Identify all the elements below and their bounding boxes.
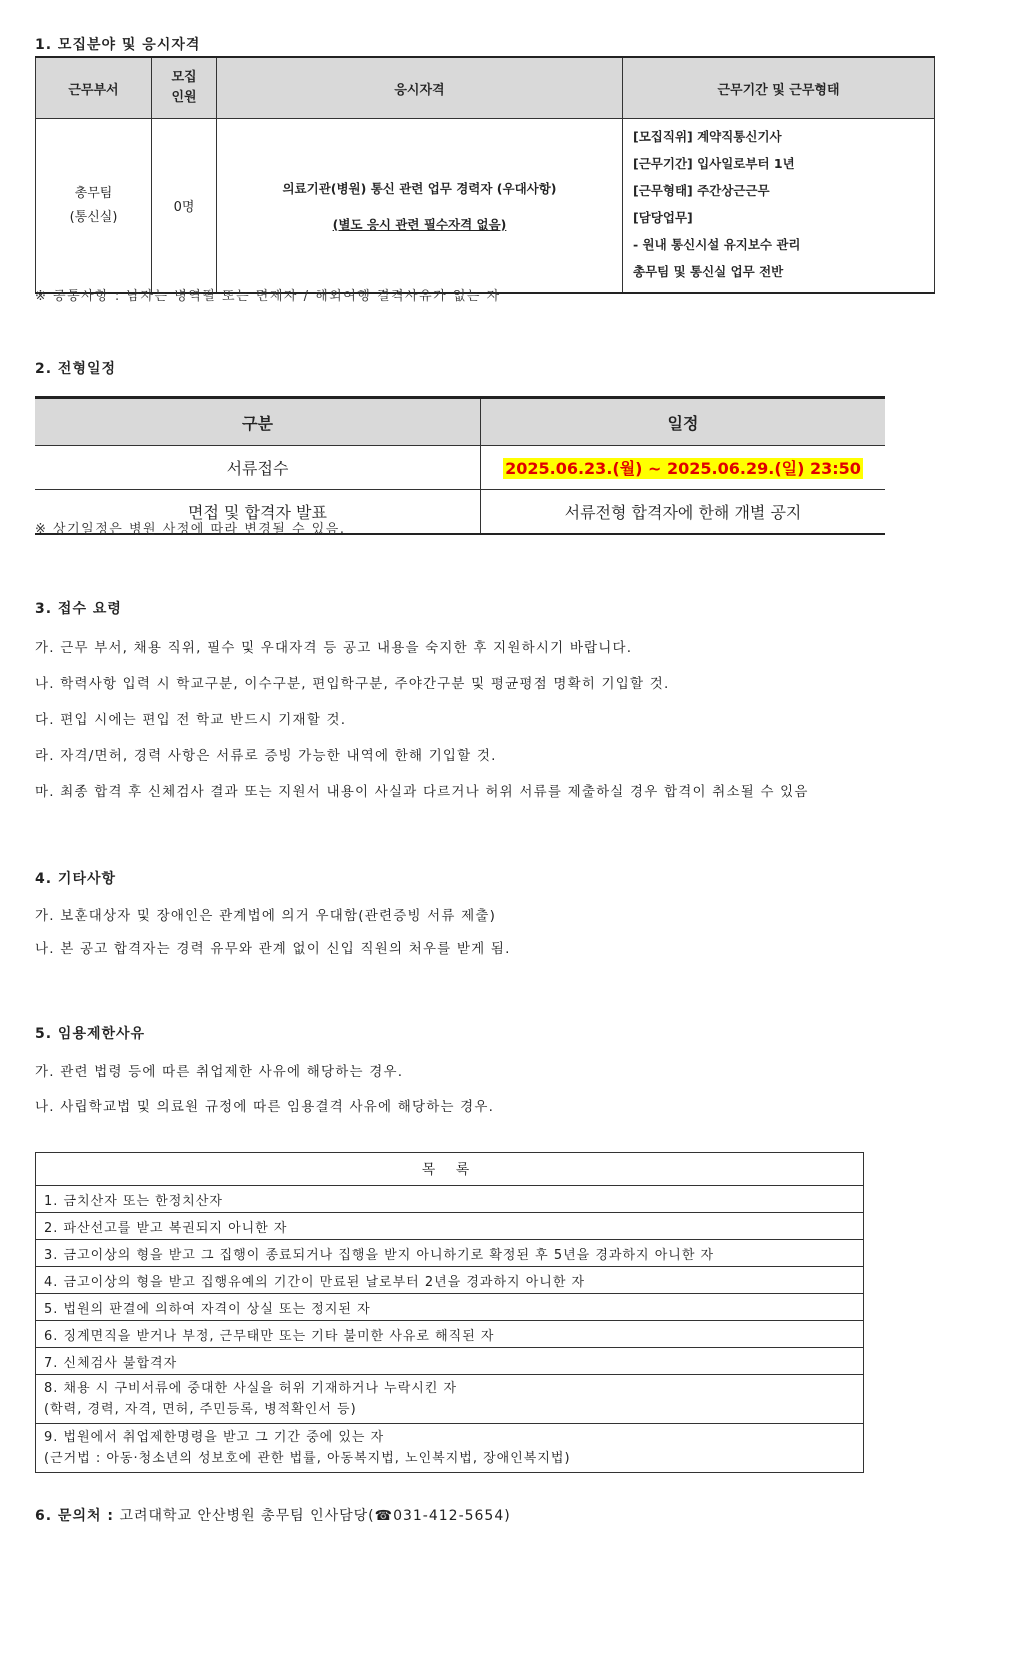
table-row <box>36 1424 864 1473</box>
common-note: ※ 공통사항 : 남자는 병역필 또는 면제자 / 해외여행 결격사유가 없는 자 <box>35 289 501 304</box>
period-line: [모집직위] 계약직통신기사 <box>633 129 782 144</box>
table-row <box>36 1294 864 1321</box>
dept-cell: 총무팀 (통신실) <box>36 119 152 294</box>
header-dept: 근무부서 <box>36 57 152 119</box>
table-row <box>36 1186 864 1213</box>
disqualification-item: 9. 법원에서 취업제한명령을 받고 그 기간 중에 있는 자 (근거법 : 아동·청소년의 성보호에 관한 법률, 아동복지법, 노인복지법, 장애인복지법) <box>36 1424 864 1473</box>
contact-text: 고려대학교 안산병원 총무팀 인사담당(☎031-412-5654) <box>119 1508 511 1524</box>
count-cell: 0명 <box>152 119 217 294</box>
schedule-value: 서류전형 합격자에 한해 개별 공지 <box>481 490 886 535</box>
contact-label: 6. 문의처 : <box>35 1508 114 1524</box>
schedule-label: 서류접수 <box>35 446 481 490</box>
list-item: 가. 보훈대상자 및 장애인은 관계법에 의거 우대함(관련증빙 서류 제출) <box>35 908 497 924</box>
table-row <box>36 1267 864 1294</box>
schedule-header-date: 일정 <box>481 398 886 446</box>
schedule-note: ※ 상기일정은 병원 사정에 따라 변경될 수 있음. <box>35 522 346 537</box>
header-period: 근무기간 및 근무형태 <box>623 57 935 119</box>
period-cell <box>623 119 935 294</box>
period-line: [근무기간] 입사일로부터 1년 <box>633 156 795 171</box>
section-2-heading: 2. 전형일정 <box>35 361 117 377</box>
section-5-heading: 5. 임용제한사유 <box>35 1026 146 1042</box>
table-row <box>36 1240 864 1267</box>
section-3-heading: 3. 접수 요령 <box>35 601 122 617</box>
disqualification-item: 8. 채용 시 구비서류에 중대한 사실을 허위 기재하거나 누락시킨 자 (학력, 경력, 자격, 면허, 주민등록, 병적확인서 등) <box>36 1375 864 1424</box>
table-row <box>36 1213 864 1240</box>
disqualification-item: 6. 징계면직을 받거나 부정, 근무태만 또는 기타 불미한 사유로 해직된 자 <box>36 1321 864 1348</box>
list-item: 가. 관련 법령 등에 따른 취업제한 사유에 해당하는 경우. <box>35 1064 404 1080</box>
list-item: 라. 자격/면허, 경력 사항은 서류로 증빙 가능한 내역에 한해 기입할 것. <box>35 748 497 764</box>
schedule-value: 2025.06.23.(월) ~ 2025.06.29.(일) 23:50 <box>481 446 886 490</box>
disqualification-item: 1. 금치산자 또는 한정치산자 <box>36 1186 864 1213</box>
disqualification-item: 4. 금고이상의 형을 받고 집행유예의 기간이 만료된 날로부터 2년을 경과하지 아니한 자 <box>36 1267 864 1294</box>
table-row <box>36 1348 864 1375</box>
section-1-heading: 1. 모집분야 및 응시자격 <box>35 37 201 53</box>
schedule-table <box>35 396 885 535</box>
list-item: 나. 사립학교법 및 의료원 규정에 따른 임용결격 사유에 해당하는 경우. <box>35 1099 495 1115</box>
qualification-main: 의료기관(병원) 통신 관련 업무 경력자 (우대사항) <box>282 180 557 196</box>
period-line: [근무형태] 주간상근근무 <box>633 183 770 198</box>
qualification-cell <box>217 119 623 294</box>
schedule-label: 면접 및 합격자 발표 <box>35 490 481 535</box>
disqualification-item: 5. 법원의 판결에 의하여 자격이 상실 또는 정지된 자 <box>36 1294 864 1321</box>
recruitment-table <box>35 56 935 294</box>
table-row <box>36 1321 864 1348</box>
disqualification-item: 3. 금고이상의 형을 받고 그 집행이 종료되거나 집행을 받지 아니하기로 확정된 후 5년을 경과하지 아니한 자 <box>36 1240 864 1267</box>
table-row <box>35 446 885 490</box>
list-item: 나. 학력사항 입력 시 학교구분, 이수구분, 편입학구분, 주야간구분 및 평균평점 명확히 기입할 것. <box>35 676 670 692</box>
list-item: 다. 편입 시에는 편입 전 학교 반드시 기재할 것. <box>35 712 347 728</box>
disqualification-item: 7. 신체검사 불합격자 <box>36 1348 864 1375</box>
list-item: 가. 근무 부서, 채용 직위, 필수 및 우대자격 등 공고 내용을 숙지한 후 지원하시기 바랍니다. <box>35 640 633 656</box>
disqualification-title: 목 록 <box>36 1153 864 1186</box>
period-line: - 원내 통신시설 유지보수 관리 <box>633 237 801 252</box>
schedule-header-category: 구분 <box>35 398 481 446</box>
contact-line <box>35 1505 511 1525</box>
qualification-sub: (별도 응시 관련 필수자격 없음) <box>332 216 507 232</box>
table-row <box>36 1375 864 1424</box>
list-item: 나. 본 공고 합격자는 경력 유무와 관계 없이 신입 직원의 처우를 받게 됨. <box>35 941 511 957</box>
list-item: 마. 최종 합격 후 신체검사 결과 또는 지원서 내용이 사실과 다르거나 허위 서류를 제출하실 경우 합격이 취소될 수 있음 <box>35 784 809 800</box>
header-qualification: 응시자격 <box>217 57 623 119</box>
disqualification-table <box>35 1152 864 1473</box>
disqualification-item: 2. 파산선고를 받고 복권되지 아니한 자 <box>36 1213 864 1240</box>
section-4-heading: 4. 기타사항 <box>35 871 117 887</box>
period-line: [담당업무] <box>633 210 693 225</box>
period-line: 총무팀 및 통신실 업무 전반 <box>633 264 784 279</box>
header-count: 모집 인원 <box>152 57 217 119</box>
